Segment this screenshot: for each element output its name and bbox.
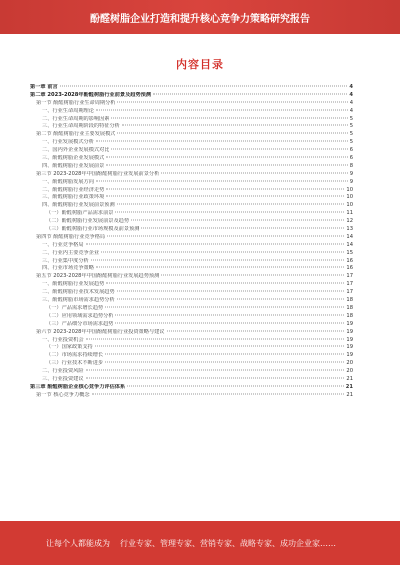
toc-entry-page: 6 (349, 155, 353, 162)
toc-entry-page: 4 (349, 107, 353, 114)
toc-leader-dots (106, 188, 344, 189)
toc-leader-dots (115, 314, 344, 315)
report-title: 酚醛树脂企业打造和提升核心竞争力策略研究报告 (90, 13, 310, 25)
footer-tags: 行业专家、管理专家、营销专家、战略专家、成功企业家…… (120, 538, 336, 548)
toc-entry-page: 20 (346, 368, 353, 375)
toc-entry[interactable] (30, 218, 353, 226)
toc-entry[interactable] (30, 384, 353, 392)
toc-leader-dots (111, 117, 347, 118)
toc-entry[interactable] (30, 187, 353, 195)
toc-entry-page: 8 (349, 162, 353, 169)
toc-entry-label: 一、行业发展模式分析 (42, 139, 94, 146)
toc-entry-label: 一、酚醛树脂行业发展趋势 (42, 281, 105, 288)
toc-leader-dots (92, 393, 345, 394)
toc-entry[interactable] (30, 100, 353, 108)
toc-entry-label: 二、酚醛树脂行业经济走势 (42, 186, 105, 193)
toc-leader-dots (106, 164, 347, 165)
toc-leader-dots (105, 362, 344, 363)
toc-entry-page: 5 (349, 139, 353, 146)
toc-leader-dots (106, 283, 344, 284)
toc-leader-dots (95, 346, 345, 347)
toc-entry[interactable] (30, 392, 353, 400)
toc-entry-page: 19 (346, 320, 353, 327)
toc-entry-page: 11 (346, 210, 353, 217)
toc-leader-dots (167, 330, 345, 331)
toc-leader-dots (60, 86, 348, 87)
toc-entry-page: 4 (349, 84, 353, 90)
toc-entry[interactable] (30, 123, 353, 131)
toc-entry-label: 一、行业竞争格局 (42, 241, 84, 248)
toc-entry[interactable] (30, 202, 353, 210)
toc-entry-page: 19 (346, 336, 353, 343)
toc-entry-page: 4 (349, 91, 353, 98)
toc-leader-dots (86, 243, 345, 244)
toc-entry-page: 9 (349, 170, 353, 177)
toc-entry-page: 16 (346, 265, 353, 272)
toc-entry-page: 6 (349, 147, 353, 154)
toc-entry-page: 5 (349, 115, 353, 122)
toc-entry-label: 二、酚醛树脂行业技术发展趋势 (42, 289, 115, 296)
toc-entry[interactable] (30, 155, 353, 163)
toc-leader-dots (122, 125, 348, 126)
toc-entry-page: 10 (346, 202, 353, 209)
toc-entry-label: 一、行业生命周期理论 (42, 107, 94, 114)
toc-leader-dots (86, 338, 345, 339)
toc-entry-page: 14 (346, 233, 353, 240)
toc-entry[interactable] (30, 250, 353, 258)
toc-entry[interactable] (30, 352, 353, 360)
toc-entry[interactable] (30, 329, 353, 337)
toc-entry-page: 9 (349, 178, 353, 185)
toc-entry[interactable] (30, 139, 353, 147)
toc-entry-label: 二、国内外企业发展模式对比 (42, 147, 110, 154)
toc-entry-page: 19 (346, 352, 353, 359)
toc-entry-label: 第一节 酚醛树脂行业生命周期分析 (36, 99, 116, 106)
toc-entry-label: 第五节 2023-2028年中国酚醛树脂行业发展趋势预测 (36, 273, 160, 280)
toc-leader-dots (117, 299, 345, 300)
toc-leader-dots (105, 354, 344, 355)
toc-leader-dots (117, 133, 347, 134)
toc-entry[interactable] (30, 281, 353, 289)
toc-leader-dots (111, 149, 347, 150)
toc-entry-label: （二）应用领域需求趋势分析 (46, 312, 114, 319)
toc-entry-label: 二、行业生命周期的影响因素 (42, 115, 110, 122)
toc-leader-dots (115, 322, 344, 323)
toc-entry[interactable] (30, 179, 353, 187)
toc-entry-label: 四、行业市场竞争策略 (42, 265, 94, 272)
toc-entry[interactable] (30, 108, 353, 116)
toc-entry-page: 21 (346, 375, 353, 382)
toc-entry-label: （一）产品需求增长趋势 (46, 304, 104, 311)
toc-entry-label: （三）行业技术不断进步 (46, 360, 104, 367)
toc-entry[interactable] (30, 234, 353, 242)
toc-entry-label: 三、行业投资建议 (42, 375, 84, 382)
toc-entry[interactable] (30, 242, 353, 250)
toc-entry[interactable] (30, 258, 353, 266)
toc-entry-page: 20 (346, 360, 353, 367)
toc-entry[interactable] (30, 360, 353, 368)
toc-leader-dots (141, 228, 344, 229)
toc-entry-page: 17 (346, 289, 353, 296)
table-of-contents (30, 84, 353, 504)
toc-leader-dots (127, 385, 344, 386)
toc-entry-page: 17 (346, 281, 353, 288)
toc-leader-dots (96, 267, 345, 268)
toc-entry[interactable] (30, 116, 353, 124)
toc-entry-label: 第一章 前言 (30, 84, 58, 90)
toc-entry-page: 13 (346, 226, 353, 233)
toc-entry-label: 三、行业集中度分析 (42, 257, 89, 264)
toc-entry[interactable] (30, 171, 353, 179)
report-header (0, 0, 400, 34)
toc-entry[interactable] (30, 289, 353, 297)
footer-slogan: 让每个人都能成为 (46, 538, 110, 548)
toc-entry-page: 14 (346, 241, 353, 248)
toc-leader-dots (117, 101, 347, 102)
toc-leader-dots (96, 141, 348, 142)
toc-entry-label: （一）国家政策支持 (46, 344, 93, 351)
toc-entry-page: 10 (346, 194, 353, 201)
toc-entry[interactable] (30, 321, 353, 329)
toc-leader-dots (96, 109, 348, 110)
toc-entry-page: 5 (349, 131, 353, 138)
toc-entry[interactable] (30, 226, 353, 234)
toc-leader-dots (96, 180, 348, 181)
toc-entry[interactable] (30, 344, 353, 352)
toc-leader-dots (161, 172, 347, 173)
toc-entry-label: 第三节 2023-2028年中国酚醛树脂行业发展前景分析 (36, 170, 160, 177)
toc-entry[interactable] (30, 92, 353, 100)
toc-entry[interactable] (30, 194, 353, 202)
toc-leader-dots (115, 212, 344, 213)
toc-entry-label: 一、酚醛树脂发展方向 (42, 178, 94, 185)
footer-banner (0, 521, 400, 565)
toc-entry[interactable] (30, 147, 353, 155)
toc-entry[interactable] (30, 84, 353, 92)
toc-leader-dots (106, 157, 347, 158)
toc-entry-label: 第二章 2023-2028年酚醛树脂行业前景及趋势预测 (30, 91, 152, 98)
toc-leader-dots (117, 291, 345, 292)
toc-entry-label: 三、行业生命周期阶段的特征分析 (42, 123, 120, 130)
toc-leader-dots (106, 196, 344, 197)
toc-entry-label: 四、酚醛树脂行业发展前景 (42, 162, 105, 169)
toc-entry-label: （三）产品细分市场需求趋势 (46, 320, 114, 327)
toc-leader-dots (117, 204, 345, 205)
toc-entry-label: 四、酚醛树脂行业发展前景预测 (42, 202, 115, 209)
toc-entry-page: 18 (346, 304, 353, 311)
toc-leader-dots (107, 235, 344, 236)
toc-entry-page: 15 (346, 249, 353, 256)
toc-leader-dots (86, 370, 345, 371)
toc-entry-label: 二、行业内主要竞争企业 (42, 249, 100, 256)
toc-entry-page: 5 (349, 123, 353, 130)
toc-entry[interactable] (30, 305, 353, 313)
toc-entry-label: 三、酚醛树脂行业政策环境 (42, 194, 105, 201)
toc-entry[interactable] (30, 210, 353, 218)
toc-entry-label: 第二节 酚醛树脂行业主要发展模式 (36, 131, 116, 138)
toc-entry-label: 第四节 酚醛树脂行业竞争格局 (36, 233, 106, 240)
toc-entry-label: 第六节 2023-2028年中国酚醛树脂行业投资策略与建议 (36, 328, 165, 335)
toc-entry[interactable] (30, 313, 353, 321)
toc-entry[interactable] (30, 131, 353, 139)
toc-leader-dots (91, 259, 345, 260)
toc-entry-label: 三、酚醛树脂市场需求趋势分析 (42, 297, 115, 304)
toc-entry-label: （二）酚醛树脂行业发展前景及趋势 (46, 218, 130, 225)
toc-entry-label: 第一节 核心竞争力概念 (36, 391, 90, 398)
toc-entry-page: 21 (345, 383, 353, 390)
toc-entry[interactable] (30, 273, 353, 281)
toc-entry-label: （二）市场需求持续增长 (46, 352, 104, 359)
toc-entry-label: 三、酚醛树脂企业发展模式 (42, 155, 105, 162)
toc-entry[interactable] (30, 163, 353, 171)
toc-entry-page: 12 (346, 218, 353, 225)
toc-entry-label: 二、行业投资风险 (42, 368, 84, 375)
toc-entry[interactable] (30, 265, 353, 273)
toc-entry[interactable] (30, 297, 353, 305)
toc-leader-dots (161, 275, 344, 276)
toc-entry-label: 第三章 酚醛树脂企业核心竞争力评估体系 (30, 383, 126, 390)
toc-entry[interactable] (30, 337, 353, 345)
toc-entry-page: 16 (346, 257, 353, 264)
toc-leader-dots (131, 220, 344, 221)
toc-leader-dots (86, 377, 345, 378)
toc-entry-label: （一）酚醛树脂产品需求前景 (46, 210, 114, 217)
toc-entry-page: 19 (346, 328, 353, 335)
toc-entry-page: 19 (346, 344, 353, 351)
toc-entry-page: 17 (346, 273, 353, 280)
toc-entry-page: 18 (346, 297, 353, 304)
toc-leader-dots (101, 251, 344, 252)
toc-heading: 内容目录 (176, 58, 224, 71)
toc-entry-label: 一、行业投资机会 (42, 336, 84, 343)
toc-entry[interactable] (30, 376, 353, 384)
toc-entry-page: 10 (346, 186, 353, 193)
toc-leader-dots (153, 93, 347, 94)
toc-entry[interactable] (30, 368, 353, 376)
toc-entry-page: 21 (346, 391, 353, 398)
toc-leader-dots (105, 306, 344, 307)
toc-entry-page: 18 (346, 312, 353, 319)
toc-entry-page: 4 (349, 99, 353, 106)
toc-entry-label: （三）酚醛树脂行业市场规模及前景预测 (46, 226, 140, 233)
